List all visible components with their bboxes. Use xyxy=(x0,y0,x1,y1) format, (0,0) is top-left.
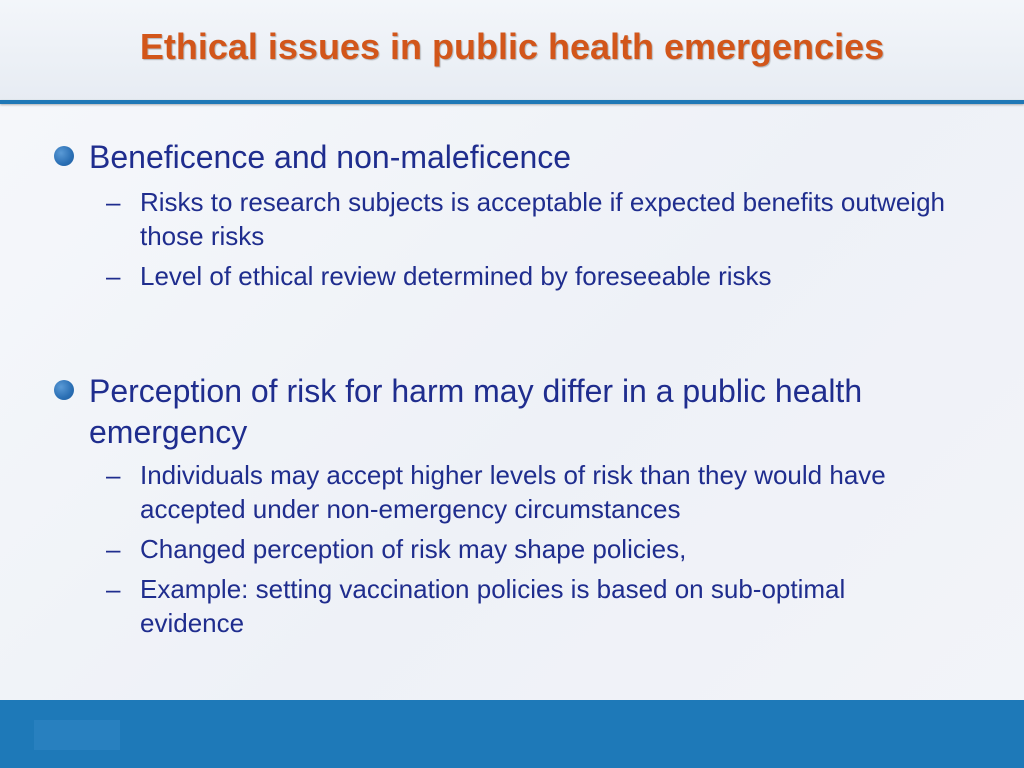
footer-bar xyxy=(0,700,1024,768)
bullet-item xyxy=(52,137,982,178)
dash-icon: – xyxy=(106,460,121,490)
dash-icon: – xyxy=(106,261,121,291)
title-underline xyxy=(0,100,1024,104)
dash-icon: – xyxy=(106,187,121,217)
sub-item xyxy=(106,572,900,640)
bullet-dot-icon xyxy=(54,380,74,400)
bullet-text: Perception of risk for harm may differ in a public health emergency xyxy=(89,373,863,450)
sub-list xyxy=(106,185,990,293)
slide-title: Ethical issues in public health emergencies xyxy=(139,26,885,67)
title-area xyxy=(0,0,1024,100)
dash-icon: – xyxy=(106,574,121,604)
footer-logo-placeholder xyxy=(34,720,120,750)
sub-item xyxy=(106,259,990,293)
sub-item-text: Changed perception of risk may shape policies, xyxy=(140,534,687,564)
sub-item-text: Risks to research subjects is acceptable if expected benefits outweigh those risks xyxy=(140,187,945,251)
sub-item-text: Individuals may accept higher levels of risk than they would have accepted under non-emergency circumstances xyxy=(140,460,886,524)
sub-item-text: Level of ethical review determined by foreseeable risks xyxy=(140,261,772,291)
bullet-text: Beneficence and non-maleficence xyxy=(89,139,572,175)
bullet-text-row xyxy=(52,371,919,453)
dash-icon: – xyxy=(106,534,121,564)
bullet-item xyxy=(52,371,982,453)
bullet-dot-icon xyxy=(54,146,74,166)
bullet-text-row xyxy=(52,137,982,178)
sub-item xyxy=(106,458,990,526)
sub-list xyxy=(106,458,990,640)
sub-item xyxy=(106,185,990,253)
sub-item-text: Example: setting vaccination policies is based on sub-optimal evidence xyxy=(140,574,846,638)
sub-item xyxy=(106,532,990,566)
